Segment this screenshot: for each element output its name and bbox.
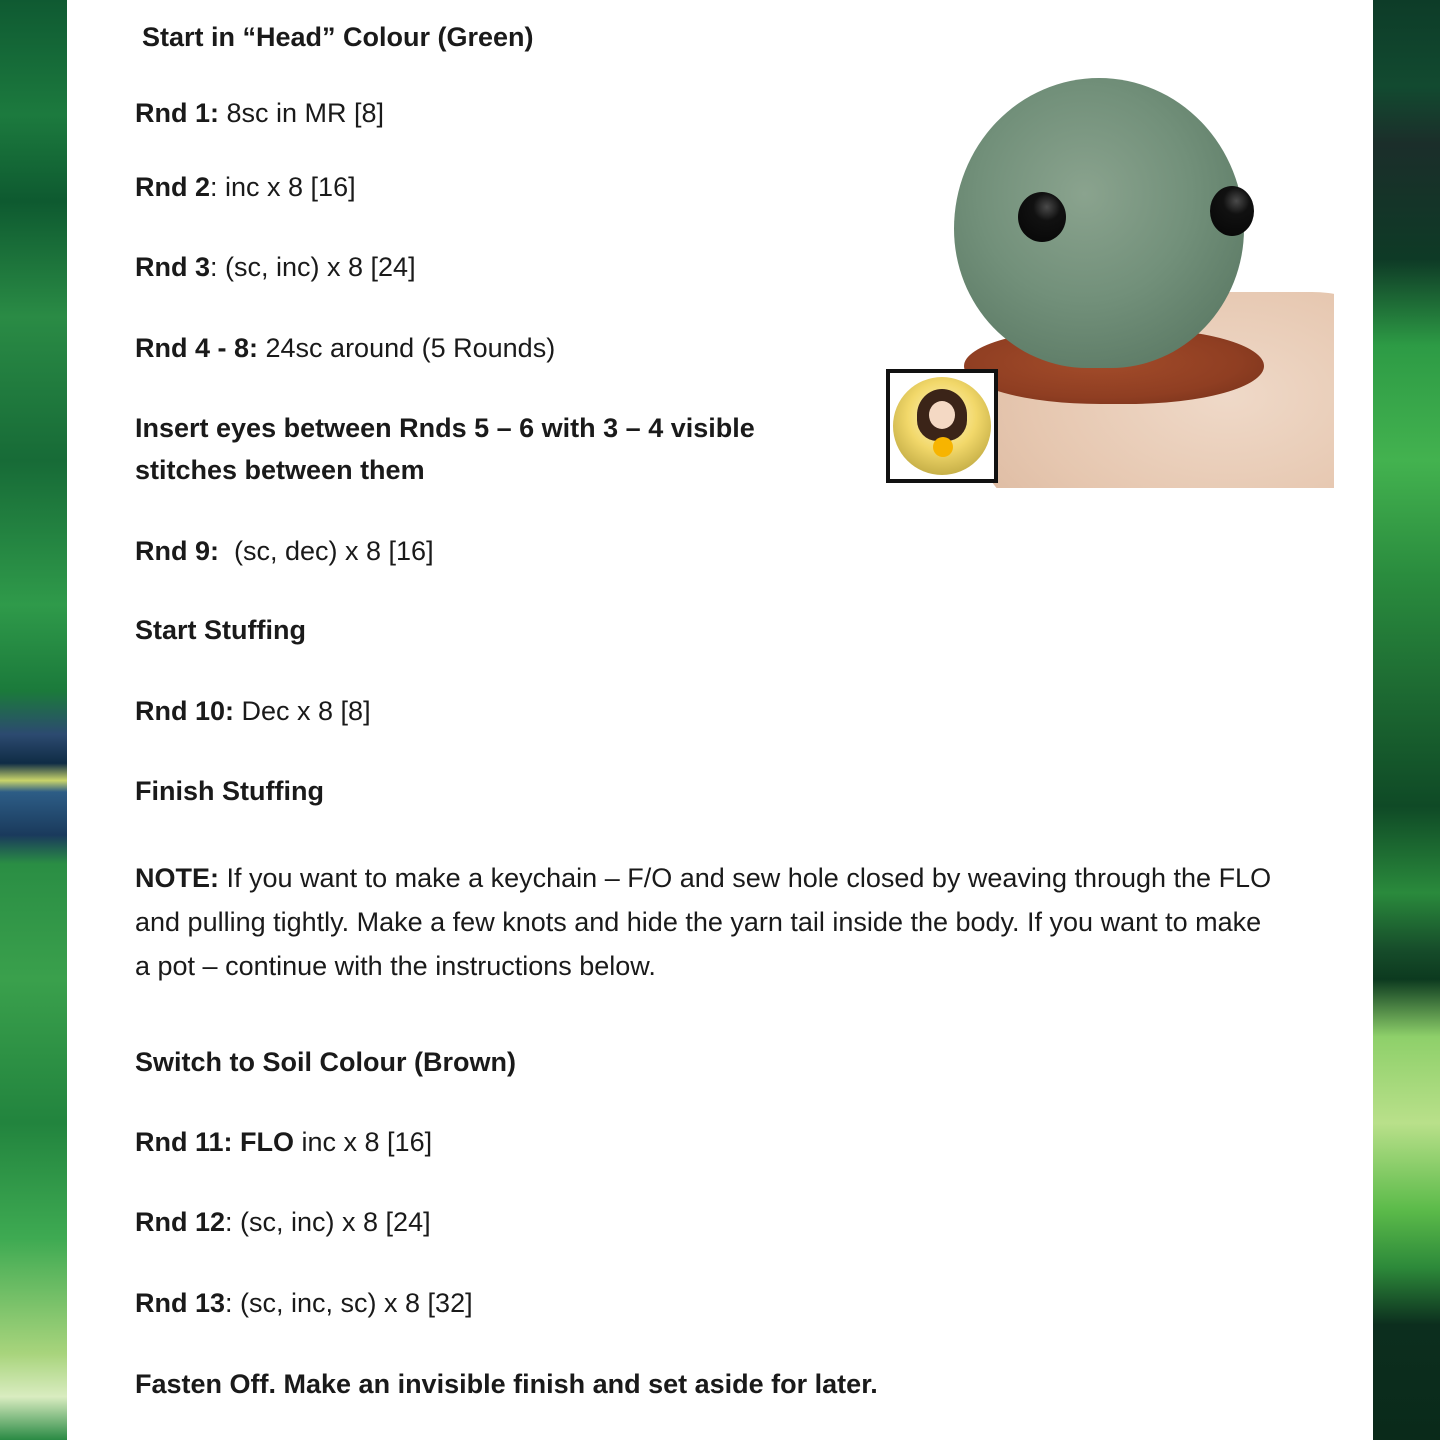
- round-label: Rnd 9:: [135, 536, 219, 566]
- round-text: Dec x 8 [8]: [234, 696, 371, 726]
- round-label: Rnd 10:: [135, 696, 235, 726]
- start-stuffing: Start Stuffing: [135, 615, 306, 645]
- round-text: : (sc, inc) x 8 [24]: [210, 252, 416, 282]
- heading-soil-colour: Switch to Soil Colour (Brown): [135, 1047, 516, 1077]
- round-text: (sc, dec) x 8 [16]: [219, 536, 434, 566]
- right-eye-icon: [1210, 186, 1254, 236]
- round-13: [135, 1288, 473, 1319]
- round-label: Rnd 13: [135, 1288, 226, 1318]
- round-12: [135, 1207, 431, 1238]
- round-4-8: [135, 333, 555, 364]
- note-text: If you want to make a keychain – F/O and sew hole closed by weaving through the FLO and pulling tightly. Make a few knots and hide the yarn tail inside the body. If you want to make a pot – continue with the instructions below.: [135, 863, 1272, 981]
- heading-head-colour: Start in “Head” Colour (Green): [142, 22, 534, 52]
- round-9: [135, 536, 434, 567]
- round-1: [135, 98, 384, 129]
- round-text: : inc x 8 [16]: [210, 172, 356, 202]
- round-text: : (sc, inc) x 8 [24]: [225, 1207, 431, 1237]
- round-text: 24sc around (5 Rounds): [258, 333, 556, 363]
- green-head-image: [954, 78, 1244, 368]
- round-label: Rnd 2: [135, 172, 211, 202]
- round-label: Rnd 11: FLO: [135, 1127, 295, 1157]
- logo-circle-icon: [893, 377, 991, 475]
- left-eye-icon: [1018, 192, 1066, 242]
- round-label: Rnd 12: [135, 1207, 226, 1237]
- round-2: [135, 172, 356, 203]
- eyes-instruction-line-1: Insert eyes between Rnds 5 – 6 with 3 – 4 visible: [135, 413, 755, 443]
- logo-orb: [933, 437, 953, 457]
- round-10: [135, 696, 371, 727]
- round-label: Rnd 1:: [135, 98, 219, 128]
- fasten-off-instruction: Fasten Off. Make an invisible finish and set aside for later.: [135, 1369, 878, 1399]
- finish-stuffing: Finish Stuffing: [135, 776, 324, 806]
- logo-face: [929, 401, 955, 429]
- round-label: Rnd 4 - 8:: [135, 333, 259, 363]
- round-text: 8sc in MR [8]: [219, 98, 385, 128]
- round-11: [135, 1127, 432, 1158]
- round-3: [135, 252, 416, 283]
- note-paragraph: [135, 856, 1275, 988]
- round-label: Rnd 3: [135, 252, 211, 282]
- leaf-background-right: [1373, 0, 1440, 1440]
- eyes-instruction-line-2: stitches between them: [135, 455, 425, 485]
- note-label: NOTE:: [135, 863, 219, 893]
- leaf-background-left: [0, 0, 67, 1440]
- round-text: inc x 8 [16]: [294, 1127, 433, 1157]
- designer-logo-badge: [886, 369, 998, 483]
- round-text: : (sc, inc, sc) x 8 [32]: [225, 1288, 473, 1318]
